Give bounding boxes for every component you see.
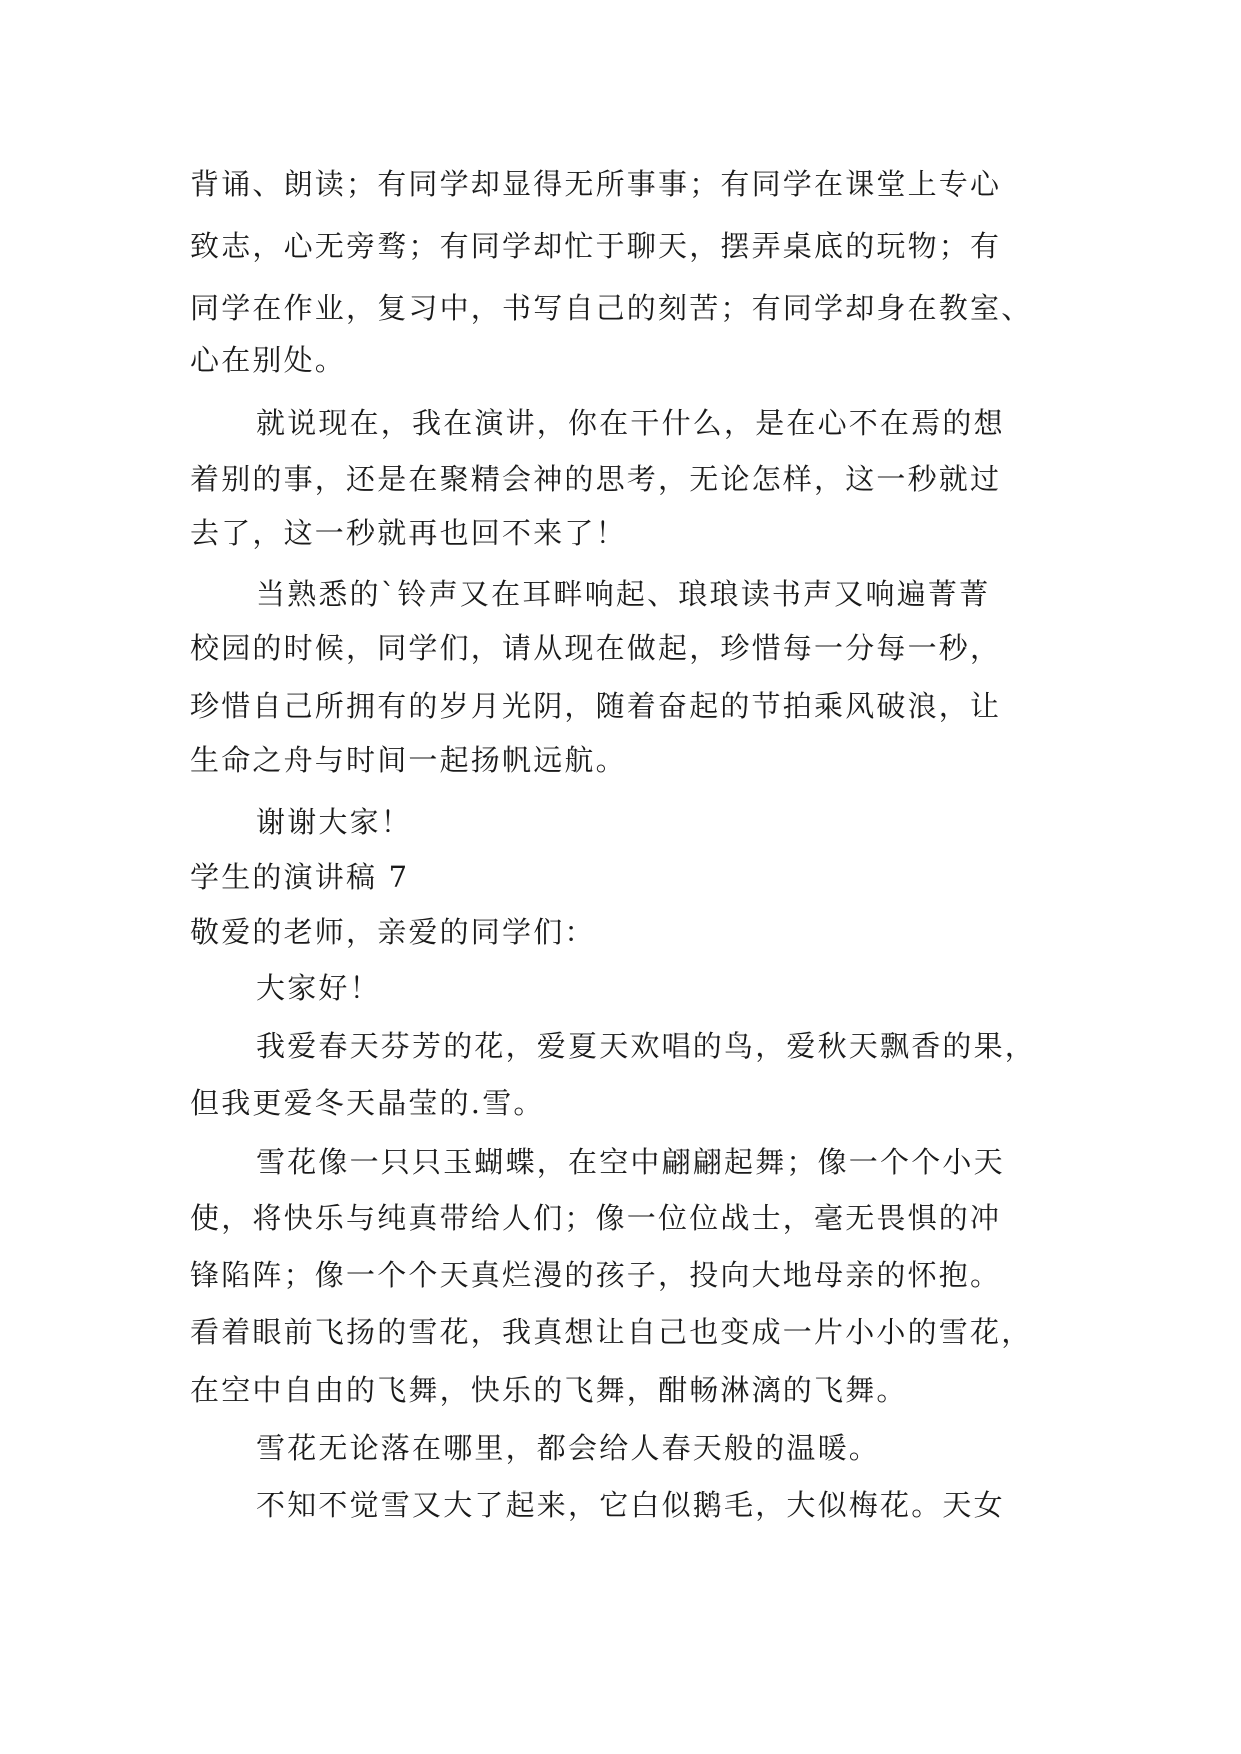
text-line: 珍惜自己所拥有的岁月光阴，随着奋起的节拍乘风破浪，让 — [190, 689, 1002, 723]
text-line: 看着眼前飞扬的雪花，我真想让自己也变成一片小小的雪花， — [190, 1315, 1033, 1349]
text-line: 校园的时候，同学们，请从现在做起，珍惜每一分每一秒， — [190, 631, 1002, 665]
paragraph-start-line: 雪花无论落在哪里，都会给人春天般的温暖。 — [256, 1431, 881, 1465]
text-line: 背诵、朗读；有同学却显得无所事事；有同学在课堂上专心 — [190, 167, 1002, 201]
text-line: 心在别处。 — [190, 343, 347, 377]
text-line: 使，将快乐与纯真带给人们；像一位位战士，毫无畏惧的冲 — [190, 1201, 1002, 1235]
text-line: 但我更爱冬天晶莹的.雪。 — [190, 1086, 545, 1120]
paragraph-start-line: 不知不觉雪又大了起来，它白似鹅毛，大似梅花。天女 — [256, 1488, 1005, 1522]
salutation: 敬爱的老师，亲爱的同学们： — [190, 915, 596, 949]
text-line: 同学在作业，复习中，书写自己的刻苦；有同学却身在教室、 — [190, 291, 1033, 325]
text-line: 致志，心无旁骛；有同学却忙于聊天，摆弄桌底的玩物；有 — [190, 229, 1002, 263]
greeting-line: 大家好！ — [256, 971, 381, 1005]
text-line: 生命之舟与时间一起扬帆远航。 — [190, 743, 627, 777]
paragraph-start-line: 当熟悉的`铃声又在耳畔响起、琅琅读书声又响遍菁菁 — [256, 577, 991, 611]
closing-line: 谢谢大家！ — [256, 805, 413, 839]
paragraph-start-line: 我爱春天芬芳的花，爱夏天欢唱的鸟，爱秋天飘香的果， — [256, 1029, 1037, 1063]
text-line: 锋陷阵；像一个个天真烂漫的孩子，投向大地母亲的怀抱。 — [190, 1258, 1002, 1292]
text-line: 着别的事，还是在聚精会神的思考，无论怎样，这一秒就过 — [190, 462, 1002, 496]
section-heading: 学生的演讲稿 7 — [190, 860, 410, 894]
paragraph-start-line: 雪花像一只只玉蝴蝶，在空中翩翩起舞；像一个个小天 — [256, 1145, 1005, 1179]
paragraph-start-line: 就说现在，我在演讲，你在干什么，是在心不在焉的想 — [256, 406, 1005, 440]
text-line: 在空中自由的飞舞，快乐的飞舞，酣畅淋漓的飞舞。 — [190, 1373, 908, 1407]
text-line: 去了，这一秒就再也回不来了！ — [190, 516, 627, 550]
